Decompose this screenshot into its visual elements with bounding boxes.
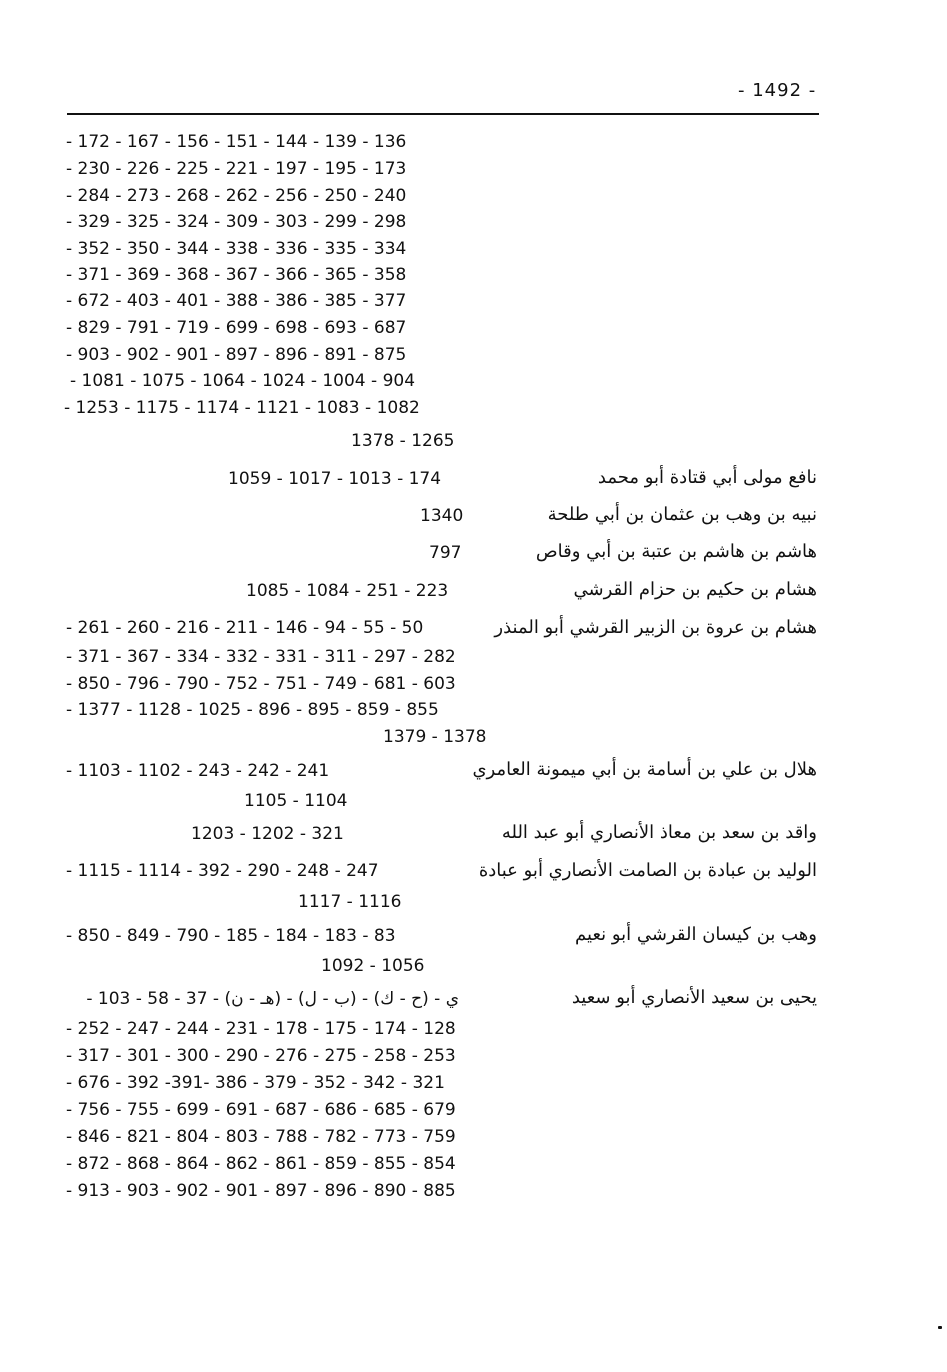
continuation-line: - 1081 - 1075 - 1064 - 1024 - 1004 - 904 [70, 371, 416, 391]
entry-refs-line: 1340 [420, 506, 464, 526]
header-rule [67, 113, 819, 115]
entry-refs-line: 1059 - 1017 - 1013 - 174 [228, 469, 442, 489]
entry-refs-line: - 756 - 755 - 699 - 691 - 687 - 686 - 685 - 679 [66, 1100, 456, 1120]
entry-refs-line: - 1115 - 1114 - 392 - 290 - 248 - 247 [66, 861, 379, 881]
entry-refs-line: 1085 - 1084 - 251 - 223 [246, 581, 449, 601]
entry-refs-line: - 1103 - 1102 - 243 - 242 - 241 [66, 761, 330, 781]
entry-refs-line: 1379 - 1378 [383, 727, 487, 747]
entry-refs-line: 1092 - 1056 [321, 956, 425, 976]
continuation-line: - 284 - 273 - 268 - 262 - 256 - 250 - 240 [66, 186, 407, 206]
entry-refs-line: - 913 - 903 - 902 - 901 - 897 - 896 - 890 - 885 [66, 1181, 456, 1201]
entry-refs-line: ي - (ح - ك) - (ب - ل) - (هـ - ن) - 37 - 58 - 103 - [86, 989, 459, 1009]
page-number: - 1492 - [738, 80, 817, 101]
entry-name: الوليد بن عبادة بن الصامت الأنصاري أبو عبادة [478, 860, 817, 881]
entry-refs-line: - 1377 - 1128 - 1025 - 896 - 895 - 859 - 855 [66, 700, 439, 720]
entry-refs-line: - 850 - 849 - 790 - 185 - 184 - 183 - 83 [66, 926, 396, 946]
continuation-line: - 329 - 325 - 324 - 309 - 303 - 299 - 298 [66, 212, 407, 232]
continuation-line: - 230 - 226 - 225 - 221 - 197 - 195 - 173 [66, 159, 407, 179]
entry-name: واقد بن سعد بن معاذ الأنصاري أبو عبد الله [501, 822, 817, 843]
continuation-line: - 371 - 369 - 368 - 367 - 366 - 365 - 358 [66, 265, 407, 285]
continuation-line: - 352 - 350 - 344 - 338 - 336 - 335 - 334 [66, 239, 407, 259]
continuation-line: - 172 - 167 - 156 - 151 - 144 - 139 - 136 [66, 132, 407, 152]
entry-name: يحيى بن سعيد الأنصاري أبو سعيد [571, 987, 817, 1008]
continuation-tail: 1378 - 1265 [351, 431, 455, 451]
entry-name: هلال بن علي بن أسامة بن أبي ميمونة العامري [472, 759, 817, 780]
continuation-line: - 903 - 902 - 901 - 897 - 896 - 891 - 875 [66, 345, 407, 365]
entry-name: هاشم بن هاشم بن عتبة بن أبي وقاص [535, 541, 817, 562]
entry-refs-line: 797 [429, 543, 462, 563]
entry-refs-line: - 676 - 392 -391- 386 - 379 - 352 - 342 - 321 [66, 1073, 445, 1093]
entry-name: نبيه بن وهب بن عثمان بن أبي طلحة [547, 504, 817, 525]
entry-name: هشام بن عروة بن الزبير القرشي أبو المنذر [494, 617, 817, 638]
continuation-line: - 829 - 791 - 719 - 699 - 698 - 693 - 687 [66, 318, 407, 338]
entry-refs-line: 1203 - 1202 - 321 [191, 824, 344, 844]
scan-mark [938, 1326, 942, 1329]
entry-refs-line: - 371 - 367 - 334 - 332 - 331 - 311 - 297 - 282 [66, 647, 456, 667]
continuation-line: - 672 - 403 - 401 - 388 - 386 - 385 - 377 [66, 291, 407, 311]
entry-refs-line: 1105 - 1104 [244, 791, 348, 811]
entry-refs-line: - 872 - 868 - 864 - 862 - 861 - 859 - 855 - 854 [66, 1154, 456, 1174]
entry-refs-line: 1117 - 1116 [298, 892, 402, 912]
entry-name: وهب بن كيسان القرشي أبو نعيم [575, 924, 817, 945]
continuation-line: - 1253 - 1175 - 1174 - 1121 - 1083 - 1082 [64, 398, 420, 418]
entry-refs-line: - 846 - 821 - 804 - 803 - 788 - 782 - 773 - 759 [66, 1127, 456, 1147]
entry-name: نافع مولى أبي قتادة أبو محمد [597, 467, 817, 488]
entry-name: هشام بن حكيم بن حزام القرشي [573, 579, 817, 600]
entry-refs-line: - 252 - 247 - 244 - 231 - 178 - 175 - 174 - 128 [66, 1019, 456, 1039]
entry-refs-line: - 317 - 301 - 300 - 290 - 276 - 275 - 258 - 253 [66, 1046, 456, 1066]
entry-refs-line: - 850 - 796 - 790 - 752 - 751 - 749 - 681 - 603 [66, 674, 456, 694]
entry-refs-line: - 261 - 260 - 216 - 211 - 146 - 94 - 55 - 50 [66, 618, 424, 638]
